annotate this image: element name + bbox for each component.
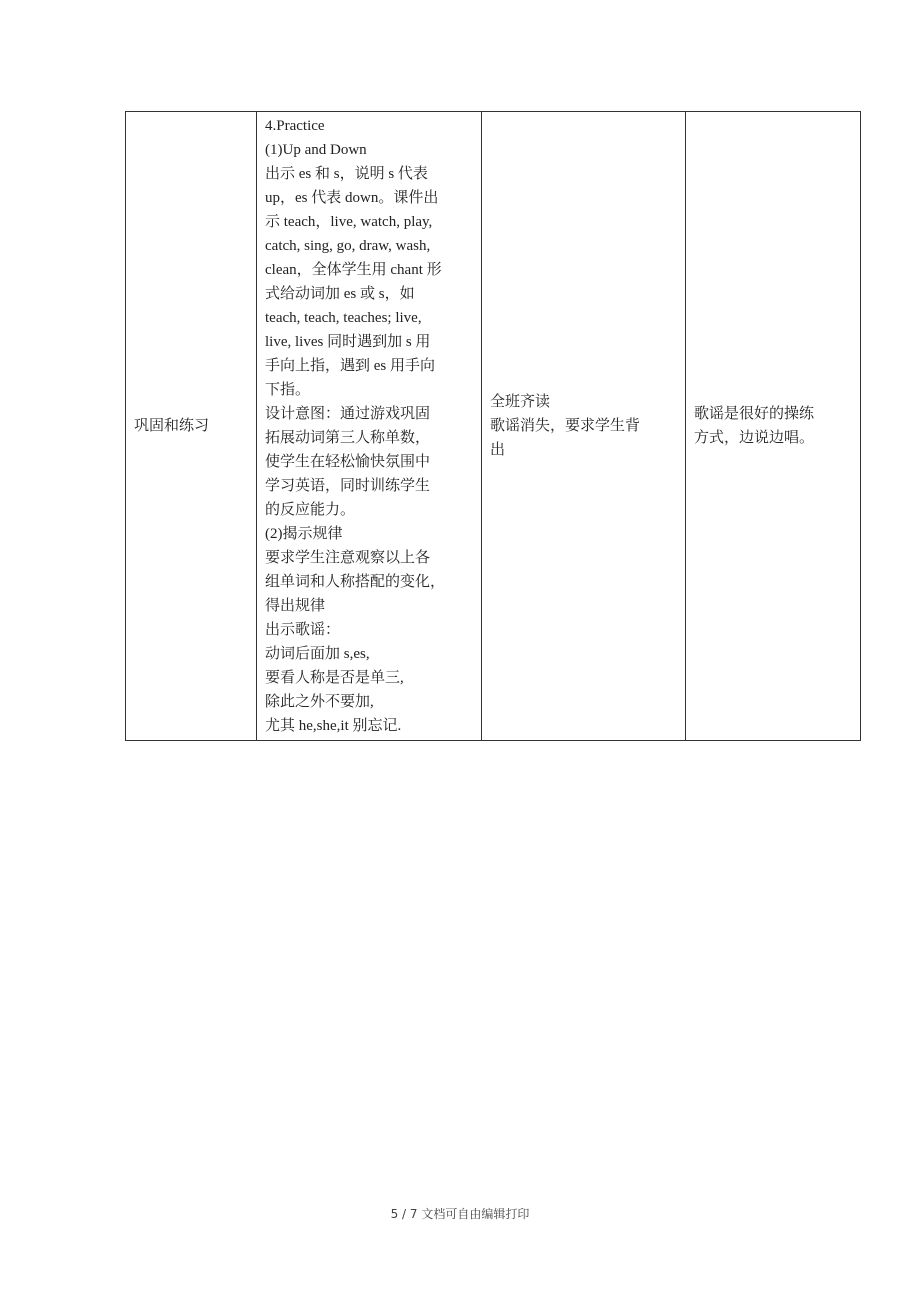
activity-text-line: 出示歌谣： — [265, 622, 341, 638]
activity-text-line: 尤其 he,she,it 别忘记. — [265, 718, 402, 734]
stage-label: 巩固和练习 — [134, 418, 210, 434]
activity-text-line: 学习英语，同时训练学生 — [265, 478, 431, 494]
stage-cell — [126, 112, 257, 741]
activity-text-line: 除此之外不要加, — [265, 694, 374, 710]
activity-text-line: 式给动词加 es 或 s，如 — [265, 286, 415, 302]
activity-text-line: 组单词和人称搭配的变化， — [265, 574, 446, 590]
note-text-line: 歌谣是很好的操练 — [694, 406, 815, 422]
activity-text-line: 要求学生注意观察以上各 — [265, 550, 431, 566]
design-note-cell — [686, 112, 861, 741]
activity-text-line: 的反应能力。 — [265, 502, 356, 518]
page-footer: 5 / 7 文档可自由编辑打印 — [390, 1207, 530, 1221]
activity-text-line: 要看人称是否是单三, — [265, 670, 404, 686]
activity-text-line: clean，全体学生用 chant 形 — [265, 262, 442, 278]
activity-text-line: 拓展动词第三人称单数， — [265, 430, 431, 446]
activity-text-line: catch, sing, go, draw, wash, — [265, 238, 431, 254]
activity-text-line: live, lives 同时遇到加 s 用 — [265, 334, 431, 350]
activity-text-line: 出示 es 和 s，说明 s 代表 — [265, 166, 428, 182]
activity-text-line: up，es 代表 down。课件出 — [265, 190, 439, 206]
activity-text-line: (2)揭示规律 — [265, 526, 343, 542]
student-activity-cell — [482, 112, 686, 741]
activity-text-line: teach, teach, teaches; live, — [265, 310, 422, 326]
activity-text-line: 得出规律 — [265, 598, 326, 614]
lesson-plan-table — [125, 111, 861, 741]
teacher-activity-cell — [257, 112, 482, 741]
student-text-line: 歌谣消失，要求学生背 — [490, 418, 641, 434]
table-row — [126, 112, 861, 741]
activity-text-line: 示 teach，live, watch, play, — [265, 214, 433, 230]
activity-text-line: (1)Up and Down — [265, 142, 367, 158]
activity-text-line: 下指。 — [265, 382, 311, 398]
note-text-line: 方式，边说边唱。 — [694, 430, 815, 446]
activity-text-line: 动词后面加 s,es, — [265, 646, 370, 662]
activity-text-line: 手向上指，遇到 es 用手向 — [265, 358, 435, 374]
activity-text-line: 使学生在轻松愉快氛围中 — [265, 454, 431, 470]
activity-text-line: 4.Practice — [265, 118, 325, 134]
student-text-line: 全班齐读 — [490, 394, 551, 410]
activity-text-line: 设计意图：通过游戏巩固 — [265, 406, 431, 422]
student-text-line: 出 — [490, 442, 506, 458]
